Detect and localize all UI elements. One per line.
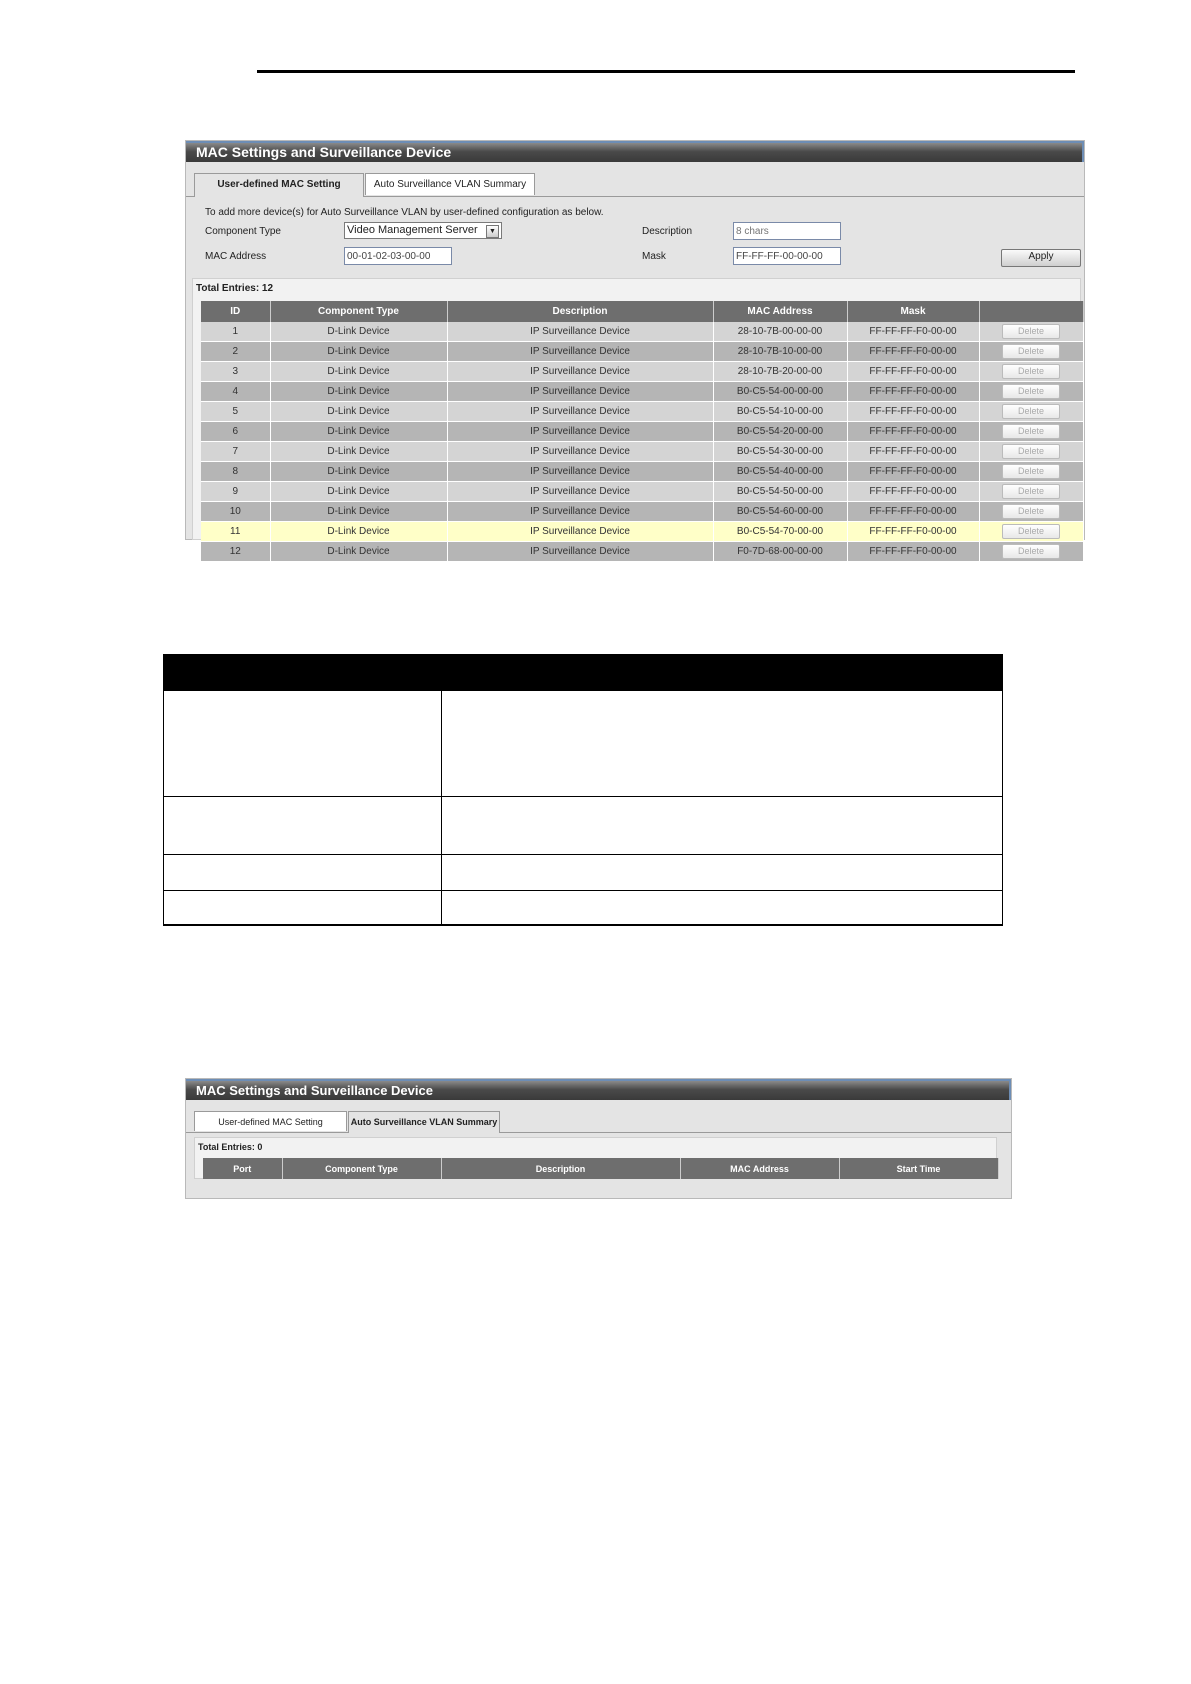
cell-id: 10 <box>201 502 270 522</box>
delete-button[interactable]: Delete <box>1002 524 1060 539</box>
cell-action <box>979 442 1083 462</box>
component-type-select[interactable] <box>344 222 502 239</box>
cell-mask: FF-FF-FF-F0-00-00 <box>847 362 979 382</box>
cell-action <box>979 542 1083 562</box>
table-row[interactable] <box>201 502 1083 522</box>
mac-address-input[interactable] <box>344 247 452 265</box>
delete-button[interactable]: Delete <box>1002 444 1060 459</box>
delete-button[interactable]: Delete <box>1002 404 1060 419</box>
cell-mac-address: B0-C5-54-60-00-00 <box>713 502 847 522</box>
tab-auto-surveillance-vlan-summary[interactable]: Auto Surveillance VLAN Summary <box>348 1111 500 1133</box>
cell-component-type: D-Link Device <box>270 362 447 382</box>
tab-auto-surveillance-vlan-summary[interactable]: Auto Surveillance VLAN Summary <box>365 173 535 195</box>
table-header-row <box>203 1158 998 1179</box>
surveillance-summary-panel <box>185 1078 1012 1199</box>
cell-mac-address: 28-10-7B-10-00-00 <box>713 342 847 362</box>
cell-id: 7 <box>201 442 270 462</box>
cell-component-type: D-Link Device <box>270 542 447 562</box>
cell-id: 8 <box>201 462 270 482</box>
cell-id: 3 <box>201 362 270 382</box>
cell-mask: FF-FF-FF-F0-00-00 <box>847 462 979 482</box>
table-row[interactable] <box>201 522 1083 542</box>
table-row[interactable] <box>201 342 1083 362</box>
cell-component-type: D-Link Device <box>270 402 447 422</box>
cell-component-type: D-Link Device <box>270 462 447 482</box>
cell-action <box>979 522 1083 542</box>
cell-mask: FF-FF-FF-F0-00-00 <box>847 402 979 422</box>
cell-component-type: D-Link Device <box>270 502 447 522</box>
delete-button[interactable]: Delete <box>1002 464 1060 479</box>
table-row <box>164 691 1002 797</box>
cell-description: IP Surveillance Device <box>447 382 713 402</box>
cell-component-type: D-Link Device <box>270 522 447 542</box>
table-row <box>164 797 1002 855</box>
column-header-description: Description <box>447 301 713 322</box>
table-row[interactable] <box>201 322 1083 342</box>
cell-component-type: D-Link Device <box>270 382 447 402</box>
cell-mac-address: B0-C5-54-20-00-00 <box>713 422 847 442</box>
table-header-row <box>201 301 1083 322</box>
column-header-mask: Mask <box>847 301 979 322</box>
mask-input[interactable] <box>733 247 841 265</box>
table-header-bar <box>164 655 1002 691</box>
cell-mask: FF-FF-FF-F0-00-00 <box>847 322 979 342</box>
delete-button[interactable]: Delete <box>1002 384 1060 399</box>
cell-mac-address: F0-7D-68-00-00-00 <box>713 542 847 562</box>
cell-mask: FF-FF-FF-F0-00-00 <box>847 442 979 462</box>
total-entries: Total Entries: 0 <box>198 1142 263 1152</box>
cell-mac-address: B0-C5-54-70-00-00 <box>713 522 847 542</box>
delete-button[interactable]: Delete <box>1002 484 1060 499</box>
cell-description: IP Surveillance Device <box>447 402 713 422</box>
table-row[interactable] <box>201 442 1083 462</box>
cell-description: IP Surveillance Device <box>447 462 713 482</box>
description-input[interactable] <box>733 222 841 240</box>
mac-entries-table <box>201 301 1084 562</box>
cell-action <box>979 502 1083 522</box>
cell-id: 2 <box>201 342 270 362</box>
column-header-port: Port <box>203 1158 282 1179</box>
delete-button[interactable]: Delete <box>1002 544 1060 559</box>
cell-action <box>979 482 1083 502</box>
intro-text: To add more device(s) for Auto Surveillance VLAN by user-defined configuration as below. <box>205 207 604 218</box>
table-row[interactable] <box>201 462 1083 482</box>
cell-mac-address: B0-C5-54-10-00-00 <box>713 402 847 422</box>
cell-description: IP Surveillance Device <box>447 502 713 522</box>
delete-button[interactable]: Delete <box>1002 344 1060 359</box>
cell-action <box>979 382 1083 402</box>
page-header-rule <box>257 70 1075 73</box>
mac-settings-panel <box>185 140 1085 557</box>
table-row[interactable] <box>201 482 1083 502</box>
description-label: Description <box>642 226 693 237</box>
cell-description: IP Surveillance Device <box>447 442 713 462</box>
cell-id: 9 <box>201 482 270 502</box>
cell-mac-address: 28-10-7B-20-00-00 <box>713 362 847 382</box>
cell-action <box>979 422 1083 442</box>
chevron-down-icon[interactable]: ▼ <box>486 225 499 238</box>
column-header-start-time: Start Time <box>839 1158 998 1179</box>
cell-action <box>979 362 1083 382</box>
cell-mac-address: B0-C5-54-30-00-00 <box>713 442 847 462</box>
table-row[interactable] <box>201 382 1083 402</box>
cell-id: 5 <box>201 402 270 422</box>
column-header-component-type: Component Type <box>270 301 447 322</box>
column-divider <box>441 691 442 925</box>
cell-mask: FF-FF-FF-F0-00-00 <box>847 542 979 562</box>
table-row <box>164 855 1002 891</box>
cell-action <box>979 462 1083 482</box>
surveillance-summary-table <box>203 1158 999 1179</box>
mac-address-label: MAC Address <box>205 251 267 262</box>
cell-description: IP Surveillance Device <box>447 482 713 502</box>
cell-component-type: D-Link Device <box>270 442 447 462</box>
cell-id: 11 <box>201 522 270 542</box>
panel-title: MAC Settings and Surveillance Device <box>186 141 1084 162</box>
column-header-mac-address: MAC Address <box>680 1158 839 1179</box>
cell-component-type: D-Link Device <box>270 422 447 442</box>
cell-id: 12 <box>201 542 270 562</box>
delete-button[interactable]: Delete <box>1002 364 1060 379</box>
cell-mask: FF-FF-FF-F0-00-00 <box>847 482 979 502</box>
tab-bar <box>194 1111 1011 1133</box>
delete-button[interactable]: Delete <box>1002 504 1060 519</box>
cell-mask: FF-FF-FF-F0-00-00 <box>847 502 979 522</box>
column-header-component-type: Component Type <box>282 1158 441 1179</box>
cell-component-type: D-Link Device <box>270 482 447 502</box>
cell-description: IP Surveillance Device <box>447 422 713 442</box>
tab-user-defined-mac-setting[interactable]: User-defined MAC Setting <box>194 173 364 197</box>
cell-id: 4 <box>201 382 270 402</box>
cell-description: IP Surveillance Device <box>447 362 713 382</box>
cell-mask: FF-FF-FF-F0-00-00 <box>847 342 979 362</box>
table-row[interactable] <box>201 422 1083 442</box>
cell-mask: FF-FF-FF-F0-00-00 <box>847 422 979 442</box>
tab-user-defined-mac-setting[interactable]: User-defined MAC Setting <box>194 1111 347 1131</box>
cell-id: 6 <box>201 422 270 442</box>
column-header-id: ID <box>201 301 270 322</box>
cell-id: 1 <box>201 322 270 342</box>
table-row[interactable] <box>201 402 1083 422</box>
mac-setting-form <box>186 197 1084 281</box>
cell-mask: FF-FF-FF-F0-00-00 <box>847 382 979 402</box>
parameter-description-table <box>163 654 1003 926</box>
entries-section <box>192 278 1081 557</box>
component-type-value: Video Management Server <box>347 224 478 236</box>
cell-description: IP Surveillance Device <box>447 542 713 562</box>
mask-label: Mask <box>642 251 666 262</box>
column-header-description: Description <box>441 1158 680 1179</box>
cell-description: IP Surveillance Device <box>447 342 713 362</box>
cell-component-type: D-Link Device <box>270 342 447 362</box>
panel-title: MAC Settings and Surveillance Device <box>186 1079 1011 1100</box>
delete-button[interactable]: Delete <box>1002 324 1060 339</box>
component-type-label: Component Type <box>205 226 281 237</box>
table-row[interactable] <box>201 362 1083 382</box>
cell-component-type: D-Link Device <box>270 322 447 342</box>
column-header-mac-address: MAC Address <box>713 301 847 322</box>
entries-section <box>194 1137 997 1179</box>
cell-mac-address: B0-C5-54-50-00-00 <box>713 482 847 502</box>
cell-mac-address: B0-C5-54-40-00-00 <box>713 462 847 482</box>
cell-action <box>979 342 1083 362</box>
cell-mac-address: 28-10-7B-00-00-00 <box>713 322 847 342</box>
cell-mask: FF-FF-FF-F0-00-00 <box>847 522 979 542</box>
apply-button[interactable]: Apply <box>1001 249 1081 267</box>
table-row[interactable] <box>201 542 1083 562</box>
tab-bar <box>194 173 1084 197</box>
cell-description: IP Surveillance Device <box>447 322 713 342</box>
column-header-action <box>979 301 1083 322</box>
cell-mac-address: B0-C5-54-00-00-00 <box>713 382 847 402</box>
total-entries: Total Entries: 12 <box>196 283 274 294</box>
cell-action <box>979 402 1083 422</box>
cell-description: IP Surveillance Device <box>447 522 713 542</box>
table-row <box>164 891 1002 925</box>
cell-action <box>979 322 1083 342</box>
delete-button[interactable]: Delete <box>1002 424 1060 439</box>
